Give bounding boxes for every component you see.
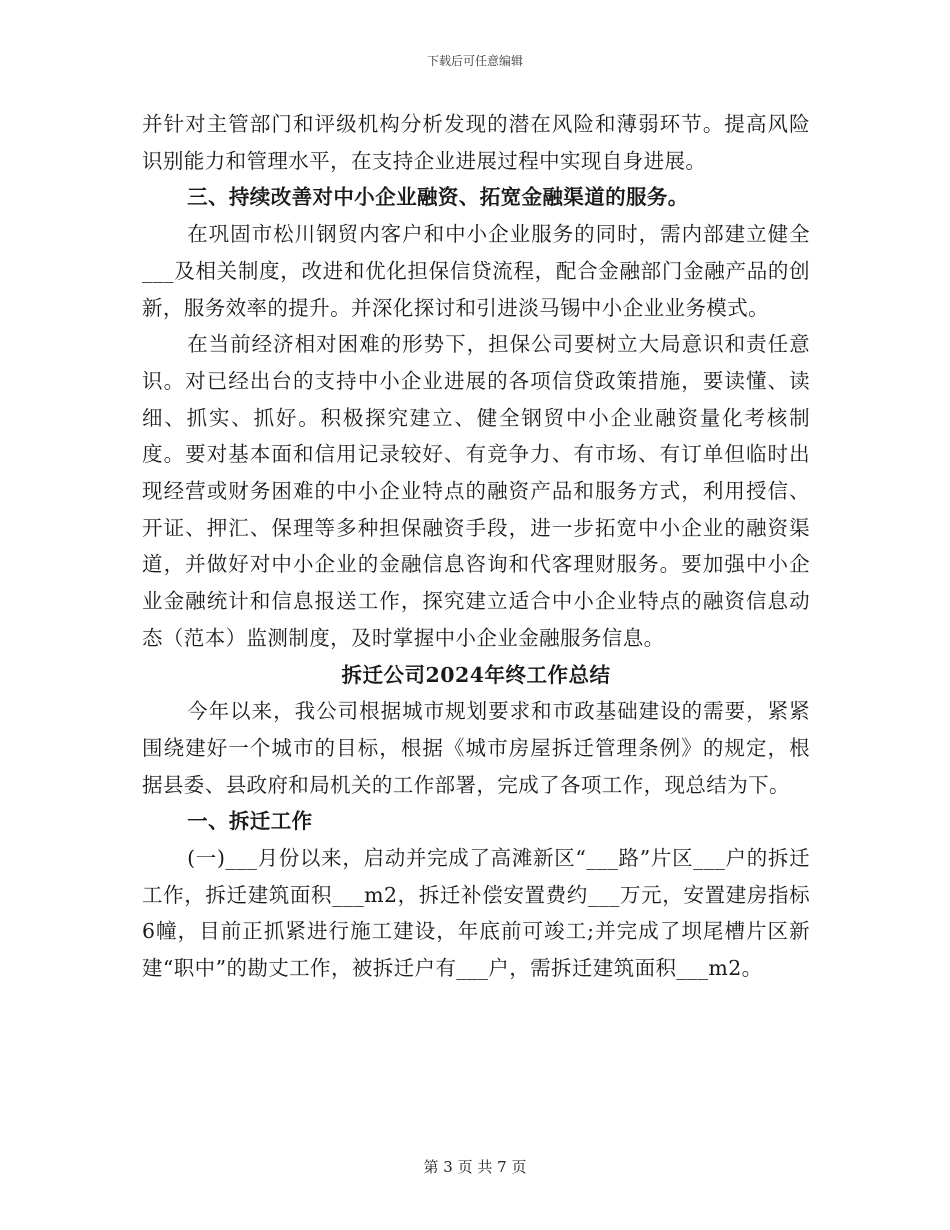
section-heading-3: 三、持续改善对中小企业融资、拓宽金融渠道的服务。	[187, 185, 689, 210]
paragraph-policy: 在当前经济相对困难的形势下，担保公司要树立大局意识和责任意识。对已经出台的支持中小企业进展的各项信贷政策措施，要读懂、读细、抓实、抓好。积极探究建立、健全钢贸中小企业融资量化考核制度。要对基本面和信用记录较好、有竞争力、有市场、有订单但临时出现经营或财务困难的中小企业特点的融资产品和服务方式，利用授信、开证、押汇、保理等多种担保融资手段，进一步拓宽中小企业的融资渠道，并做好对中小企业的金融信息咨询和代客理财服务。要加强中小企业金融统计和信息报送工作，探究建立适合中小企业特点的融资信息动态（范本）监测制度，及时掌握中小企业金融服务信息。	[142, 332, 810, 650]
document-body	[142, 106, 810, 987]
paragraph-risk: 并针对主管部门和评级机构分析发现的潜在风险和薄弱环节。提高风险识别能力和管理水平，在支持企业进展过程中实现自身进展。	[142, 112, 810, 173]
paragraph-demolition: (一)___月份以来，启动并完成了高滩新区“___路”片区___户的拆迁工作，拆迁建筑面积___m2，拆迁补偿安置费约___万元，安置建房指标6幢，目前正抓紧进行施工建设，年底前可竣工;并完成了坝尾槽片区新建“职中”的勘丈工作，被拆迁户有___户，需拆迁建筑面积___m2。	[142, 846, 810, 981]
paragraph-intro: 今年以来，我公司根据城市规划要求和市政基础建设的需要，紧紧围绕建好一个城市的目标，根据《城市房屋拆迁管理条例》的规定，根据县委、县政府和局机关的工作部署，完成了各项工作，现总结为下。	[142, 699, 810, 797]
document-title: 拆迁公司2024年终工作总结	[341, 662, 611, 687]
section-heading-1: 一、拆迁工作	[187, 809, 313, 834]
page-number: 第 3 页 共 7 页	[423, 1158, 527, 1176]
header-note: 下载后可任意编辑	[426, 54, 523, 68]
paragraph-service: 在巩固市松川钢贸内客户和中小企业服务的同时，需内部建立健全___及相关制度，改进和优化担保信贷流程，配合金融部门金融产品的创新，服务效率的提升。并深化探讨和引进淡马锡中小企业业务模式。	[142, 222, 810, 320]
